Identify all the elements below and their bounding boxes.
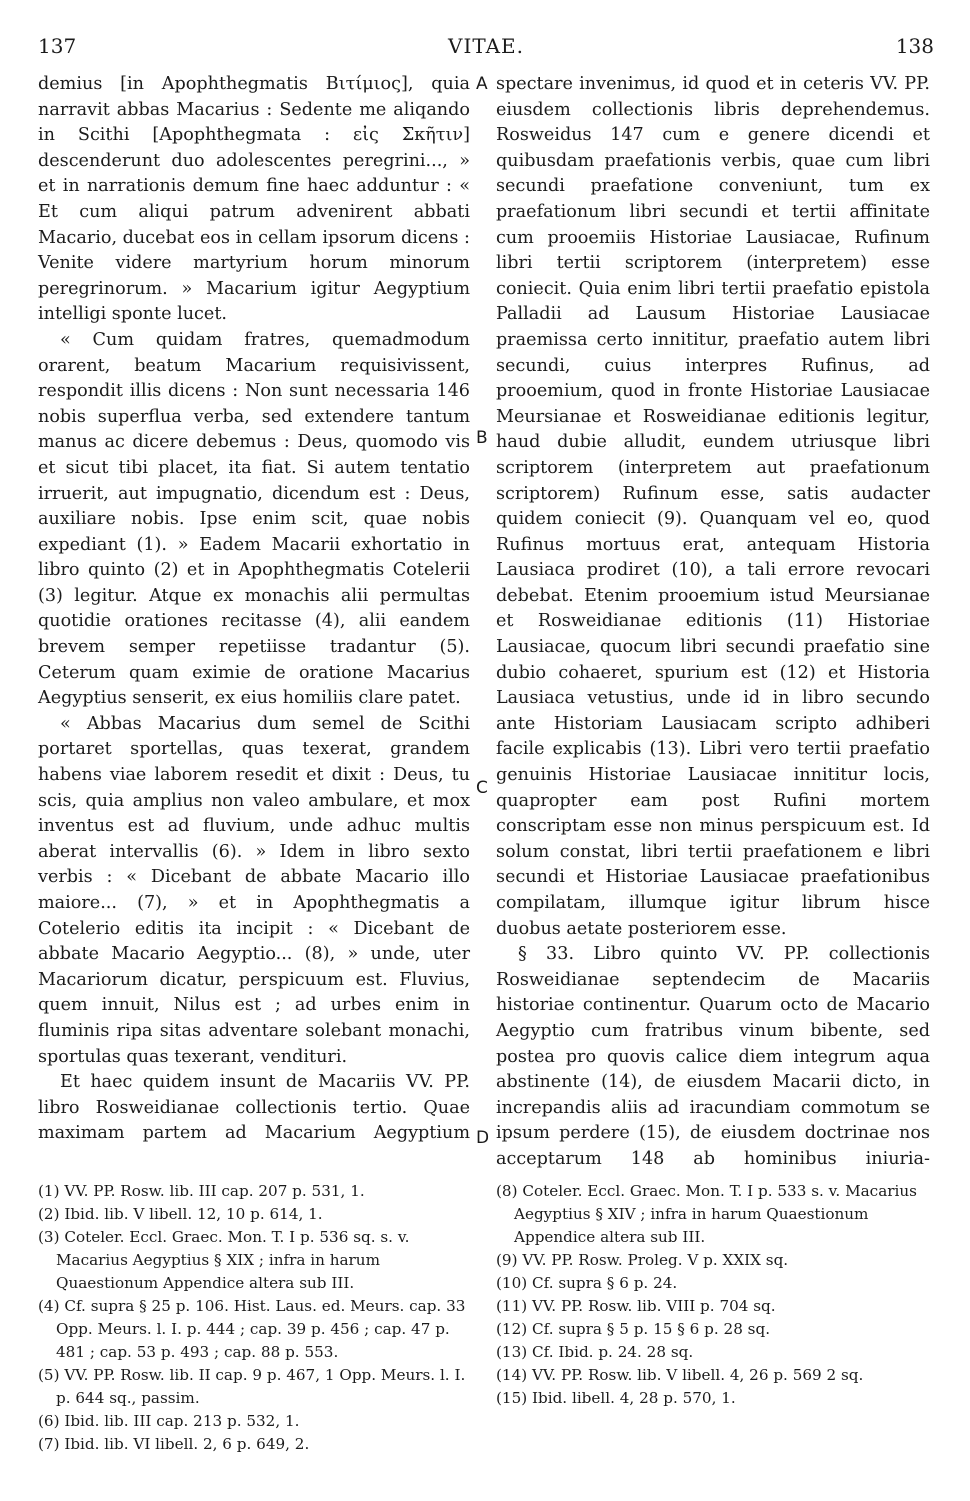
footnote-15: (15) Ibid. libell. 4, 28 p. 570, 1. bbox=[496, 1389, 736, 1407]
section-marker-b: B bbox=[476, 428, 488, 448]
left-text-column bbox=[38, 72, 470, 1147]
footnote-10: (10) Cf. supra § 6 p. 24. bbox=[496, 1274, 678, 1292]
section-marker-a: A bbox=[476, 74, 488, 94]
footnote-3: (3) Coteler. Eccl. Graec. Mon. T. I p. 536 sq. s. v. Macarius Aegyptius § XIX ; infra in harum Quaestionum Appendice altera sub III. bbox=[38, 1228, 410, 1292]
footnote-8: (8) Coteler. Eccl. Graec. Mon. T. I p. 533 s. v. Macarius Aegyptius § XIV ; infra in harum Quaestionum Appendice altera sub III. bbox=[496, 1182, 917, 1246]
footnote-14: (14) VV. PP. Rosw. lib. V libell. 4, 26 p. 569 2 sq. bbox=[496, 1366, 864, 1384]
footnote-9: (9) VV. PP. Rosw. Proleg. V p. XXIX sq. bbox=[496, 1251, 789, 1269]
left-page-number: 137 bbox=[38, 34, 77, 58]
section-marker-d: D bbox=[476, 1128, 490, 1148]
footnote-7: (7) Ibid. lib. VI libell. 2, 6 p. 649, 2. bbox=[38, 1435, 310, 1453]
footnote-2: (2) Ibid. lib. V libell. 12, 10 p. 614, 1. bbox=[38, 1205, 323, 1223]
left-paragraph-3: « Abbas Macarius dum semel de Scithi portaret sportellas, quas texerat, grandem habens viae laborem resedit et dixit : Deus, tu scis, quia amplius non valeo ambulare, et mox inventus est ad fluvium, unde adhuc multis aberat intervallis (6). » Idem in libro sexto verbis : « Dicebant de abbate Macario illo maiore... (7), » et in Apophthegmatis a Cotelerio editis ita incipit : « Dicebant de abbate Macario Aegyptio... (8), » unde, uter Macariorum dicatur, perspicuum est. Fluvius, quem innuit, Nilus est ; ad urbes enim in fluminis ripa sitas adventare solebant monachi, sportulas quas texerant, vendituri. bbox=[38, 713, 470, 1067]
running-title: VITAE. bbox=[448, 34, 524, 58]
footnote-13: (13) Cf. Ibid. p. 24. 28 sq. bbox=[496, 1343, 694, 1361]
footnotes-right bbox=[496, 1180, 930, 1410]
footnote-5: (5) VV. PP. Rosw. lib. II cap. 9 p. 467, 1 Opp. Meurs. l. I. p. 644 sq., passim. bbox=[38, 1366, 466, 1407]
footnote-12: (12) Cf. supra § 5 p. 15 § 6 p. 28 sq. bbox=[496, 1320, 771, 1338]
section-marker-c: C bbox=[476, 778, 488, 798]
footnote-1: (1) VV. PP. Rosw. lib. III cap. 207 p. 531, 1. bbox=[38, 1182, 365, 1200]
right-paragraph-2: § 33. Libro quinto VV. PP. collectionis Rosweidianae septendecim de Macariis historiae continentur. Quarum octo de Macario Aegyptio cum fratribus vinum bibente, sed postea pro quovis calice diem integrum aqua abstinente (14), de eiusdem Macarii dicto, in increpandis aliis ad iracundiam commotum se ipsum perdere (15), de eiusdem doctrinae nos acceptarum 148 ab hominibus iniuria- bbox=[496, 944, 930, 1169]
right-text-column bbox=[496, 72, 930, 1173]
footnote-6: (6) Ibid. lib. III cap. 213 p. 532, 1. bbox=[38, 1412, 300, 1430]
left-paragraph-4: Et haec quidem insunt de Macariis VV. PP. libro Rosweidianae collectionis tertio. Quae maximam partem ad Macarium Aegyptium bbox=[38, 1072, 470, 1144]
running-header bbox=[38, 34, 934, 62]
right-paragraph-1: spectare invenimus, id quod et in ceteris VV. PP. eiusdem collectionis libris deprehendemus. Rosweidus 147 cum e genere dicendi et quibusdam praefationis verbis, quae cum libri secundi praefatione conveniunt, tum ex praefationum libri secundi et tertii affinitate cum prooemiis Historiae Lausiacae, Rufinum libri tertii scriptorem (interpretem) esse coniecit. Quia enim libri tertii praefatio epistola Palladii ad Lausum Historiae Lausiacae praemissa certo innititur, praefatio autem libri secundi, cuius interpres Rufinus, ad prooemium, quod in fronte Historiae Lausiacae Meursianae et Rosweidianae editionis legitur, haud dubie alludit, eundem utriusque libri scriptorem (interpretem aut praefationum scriptorem) Rufinum esse, satis audacter quidem coniecit (9). Quanquam vel eo, quod Rufinus mortuus erat, antequam Historia Lausiaca prodiret (10), a tali errore revocari debebat. Etenim prooemium istud Meursianae et Rosweidianae editionis (11) Historiae Lausiacae, quocum libri secundi praefatio sine dubio cohaeret, spurium est (12) et Historia Lausiaca vetustius, unde id in libro secundo ante Historiam Lausiacam scripto adhiberi facile explicabis (13). Libri vero tertii praefatio genuinis Historiae Lausiacae innititur locis, quapropter eam post Rufini mortem conscriptam esse non minus perspicuum est. Id solum constat, libri tertii praefationem e libri secundi et Historiae Lausiacae praefationibus compilatam, illumque igitur librum hisce duobus aetate posteriorem esse. bbox=[496, 74, 930, 939]
footnote-4: (4) Cf. supra § 25 p. 106. Hist. Laus. ed. Meurs. cap. 33 Opp. Meurs. l. I. p. 444 ; cap. 39 p. 456 ; cap. 47 p. 481 ; cap. 53 p. 493 ; cap. 88 p. 553. bbox=[38, 1297, 466, 1361]
footnote-11: (11) VV. PP. Rosw. lib. VIII p. 704 sq. bbox=[496, 1297, 776, 1315]
left-paragraph-2: « Cum quidam fratres, quemadmodum orarent, beatum Macarium requisivissent, respondit illis dicens : Non sunt necessaria 146 nobis superflua verba, sed extendere tantum manus ac dicere debemus : Deus, quomodo vis et sicut tibi placet, ita fiat. Si autem tentatio irruerit, aut impugnatio, dicendum est : Deus, auxiliare nobis. Ipse enim scit, quae nobis expediant (1). » Eadem Macarii exhortatio in libro quinto (2) et in Apophthegmatis Cotelerii (3) legitur. Atque ex monachis alii permultas quotidie orationes recitasse (4), alii eandem brevem semper repetiisse tradantur (5). Ceterum quam eximie de oratione Macarius Aegyptius senserit, ex eius homiliis clare patet. bbox=[38, 329, 470, 709]
right-page-number: 138 bbox=[895, 34, 934, 58]
left-paragraph-1: demius [in Apophthegmatis Βιτίμιος], quia narravit abbas Macarius : Sedente me aliqando in Scithi [Apophthegmata : εἰς Σκῆτιν] descenderunt duo adolescentes peregrini..., » et in narrationis demum fine haec adduntur : « Et cum aliqui patrum advenirent abbati Macario, ducebat eos in cellam ipsorum dicens : Venite videre martyrium horum minorum peregrinorum. » Macarium igitur Aegyptium intelligi sponte lucet. bbox=[38, 74, 470, 325]
footnotes-left bbox=[38, 1180, 470, 1456]
